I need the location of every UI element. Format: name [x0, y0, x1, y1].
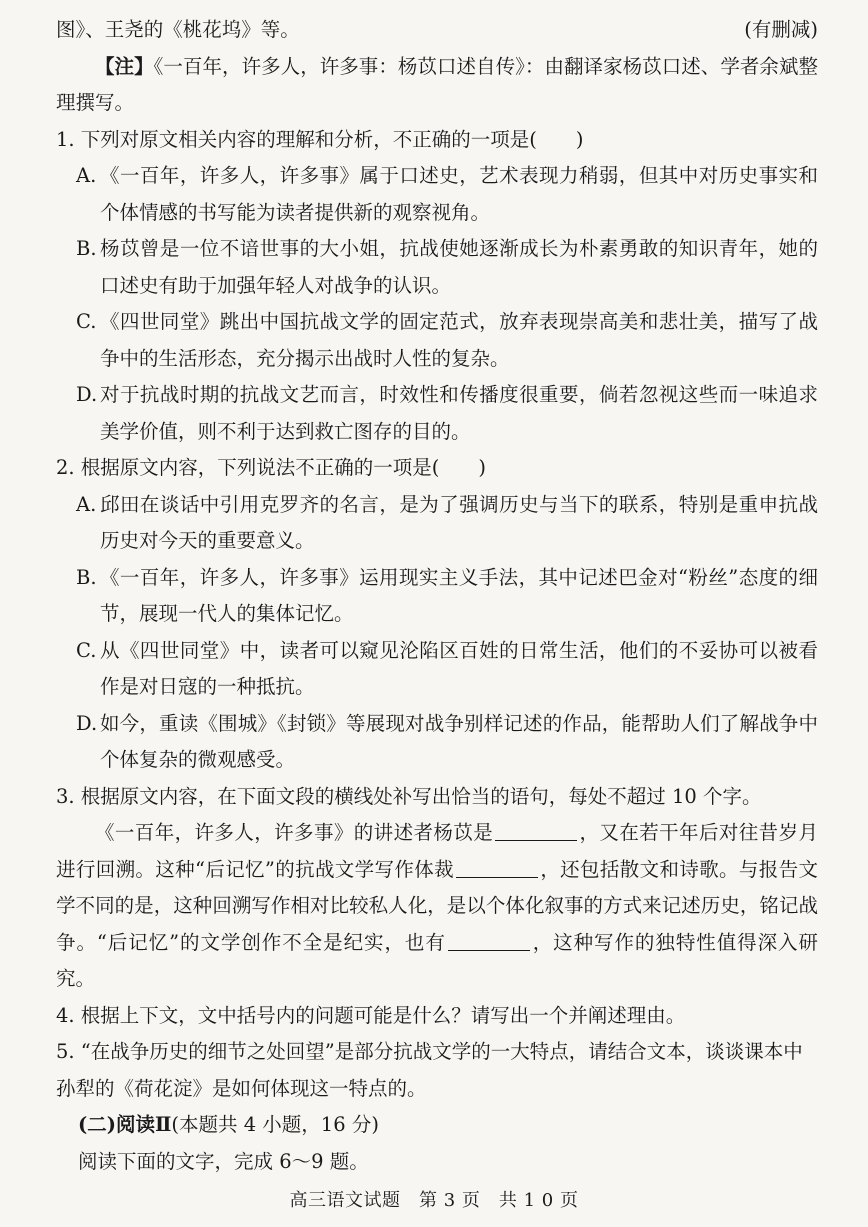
option-c: [56, 304, 818, 377]
option-d: [56, 377, 818, 450]
passage-segment: ，还包括散文和诗歌。与报告文学不同的是，这种回溯写作相对比较私人化，是以个体化叙事的方式来记述历史，铭记战争。“后记忆”的文学创作不全是纪实，也有: [56, 857, 818, 954]
annotation-note: [56, 49, 818, 122]
question-4: 4. 根据上下文，文中括号内的问题可能是什么？请写出一个并阐述理由。: [56, 1003, 686, 1027]
question-1: [56, 122, 818, 451]
fill-in-passage: [56, 815, 818, 998]
option-text: 杨苡曾是一位不谙世事的大小姐，抗战使她逐渐成长为朴素勇敢的知识青年，她的口述史有助于加强年轻人对战争的认识。: [100, 237, 818, 297]
passage-segment: ，这种写作的独特性值得深入研究。: [56, 930, 818, 990]
option-label: B.: [76, 237, 97, 260]
option-label: C.: [76, 638, 97, 662]
passage-segment: ，又在若干年后对往昔岁月进行回溯。这种“后记忆”的抗战文学写作体裁: [56, 821, 818, 881]
passage-last-line: 图》、王尧的《桃花坞》等。: [56, 18, 300, 41]
question-stem: 1. 下列对原文相关内容的理解和分析，不正确的一项是( ): [56, 127, 584, 151]
answer-blank-1[interactable]: [495, 820, 577, 841]
question-stem: 2. 根据原文内容，下列说法不正确的一项是( ): [56, 456, 487, 479]
option-b: [56, 560, 818, 633]
option-label: D.: [76, 383, 98, 406]
section-instruction: 阅读下面的文字，完成 6～9 题。: [78, 1149, 369, 1173]
option-a: [56, 158, 818, 231]
section-title: (二)阅读Ⅱ: [78, 1113, 172, 1136]
option-label: C.: [76, 310, 97, 333]
option-d: [56, 706, 818, 779]
annotation-text: 《一百年，许多人，许多事：杨苡口述自传》：由翻译家杨苡口述、学者余斌整理撰写。: [56, 54, 818, 114]
option-text: 从《四世同堂》中，读者可以窥见沦陷区百姓的日常生活，他们的不妥协可以被看作是对日寇的一种抵抗。: [100, 638, 818, 698]
answer-blank-3[interactable]: [448, 930, 530, 951]
option-text: 邱田在谈话中引用克罗齐的名言，是为了强调历史与当下的联系，特别是重申抗战历史对今天的重要意义。: [100, 492, 818, 552]
section-detail: (本题共 4 小题，16 分): [171, 1113, 379, 1136]
question-stem: 3. 根据原文内容，在下面文段的横线处补写出恰当的语句，每处不超过 10 个字。: [56, 784, 762, 808]
section-heading: [56, 1107, 818, 1144]
question-5: 5. “在战争历史的细节之处回望”是部分抗战文学的一大特点，请结合文本，谈谈课本中孙犁的《荷花淀》是如何体现这一特点的。: [56, 1040, 803, 1100]
option-c: [56, 633, 818, 706]
option-text: 对于抗战时期的抗战文艺而言，时效性和传播度很重要，倘若忽视这些而一味追求美学价值，则不利于达到救亡图存的目的。: [100, 383, 818, 443]
option-text: 如今，重读《围城》《封锁》等展现对战争别样记述的作品，能帮助人们了解战争中个体复杂的微观感受。: [100, 711, 818, 771]
abridged-note: (有删减): [744, 18, 818, 41]
option-b: [56, 231, 818, 304]
option-label: D.: [76, 711, 98, 735]
option-label: A.: [76, 492, 97, 516]
question-3: [56, 779, 818, 998]
option-text: 《一百年，许多人，许多事》属于口述史，艺术表现力稍弱，但其中对历史事实和个体情感的书写能为读者提供新的观察视角。: [100, 164, 818, 224]
answer-blank-2[interactable]: [456, 857, 538, 878]
question-2: [56, 450, 818, 779]
option-a: [56, 487, 818, 560]
annotation-tag: 【注】: [95, 54, 154, 78]
option-text: 《一百年，许多人，许多事》运用现实主义手法，其中记述巴金对“粉丝”态度的细节，展现一代人的集体记忆。: [100, 565, 818, 625]
option-label: A.: [76, 164, 97, 187]
option-text: 《四世同堂》跳出中国抗战文学的固定范式，放弃表现崇高美和悲壮美，描写了战争中的生活形态，充分揭示出战时人性的复杂。: [100, 310, 818, 370]
passage-ending: [56, 12, 818, 49]
passage-segment: 《一百年，许多人，许多事》的讲述者杨苡是: [95, 821, 494, 844]
option-label: B.: [76, 565, 97, 589]
page-footer: 高三语文试题 第 3 页 共 1 0 页: [289, 1190, 579, 1211]
